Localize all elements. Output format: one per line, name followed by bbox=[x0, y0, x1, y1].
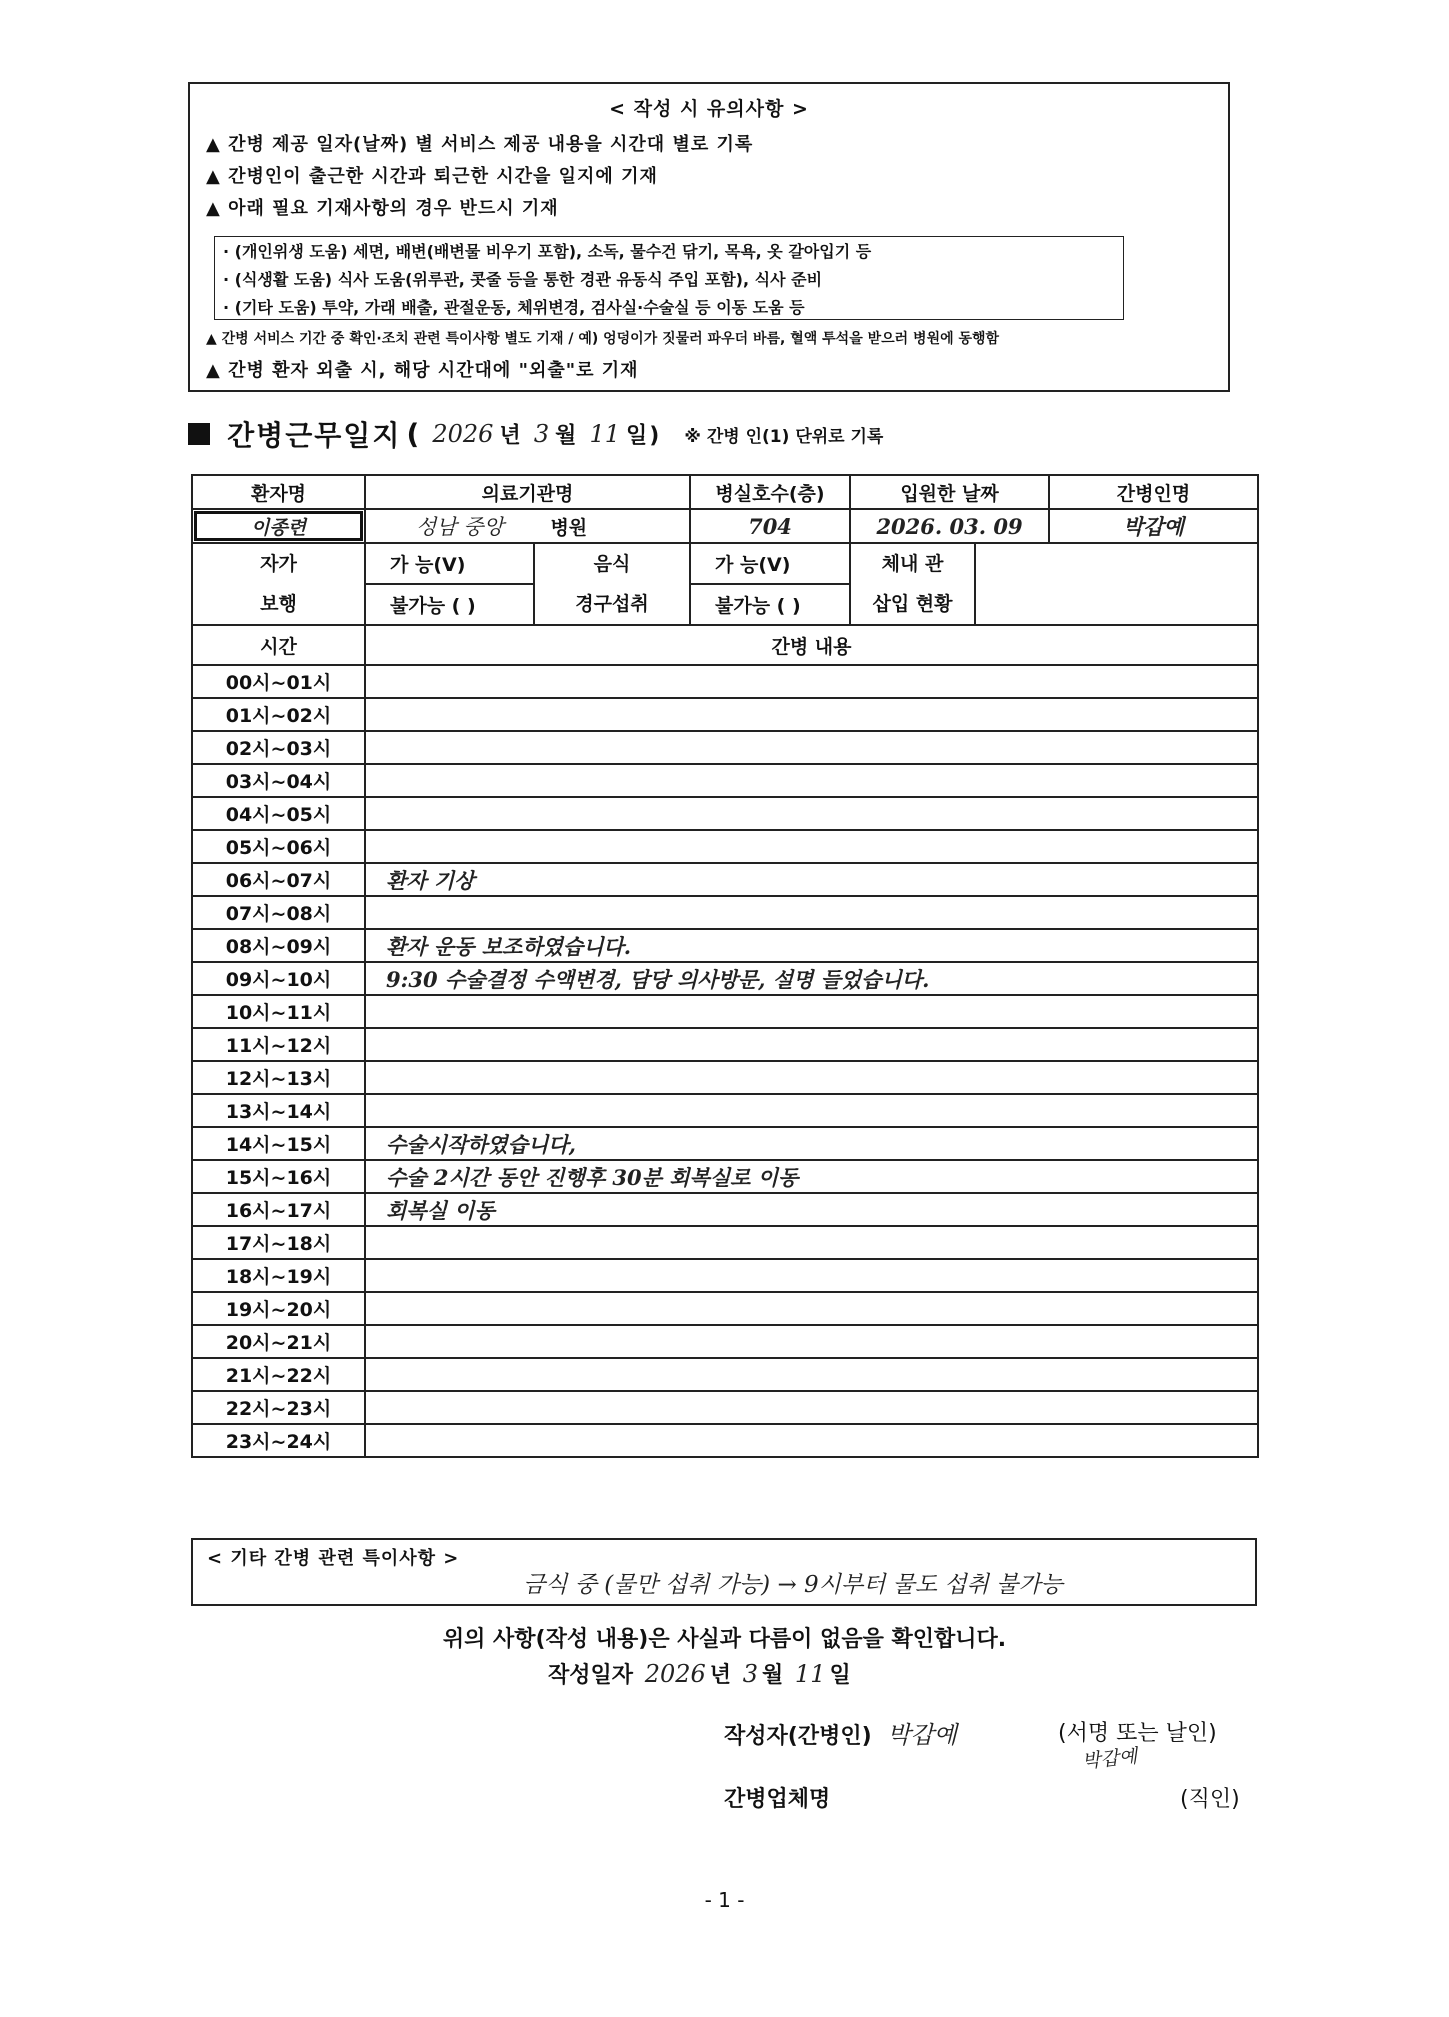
confirmation-text: 위의 사항(작성 내용)은 사실과 다름이 없음을 확인합니다. bbox=[442, 1627, 1007, 1652]
notice-line: ▲ 간병인이 출근한 시간과 퇴근한 시간을 일지에 기재 bbox=[206, 166, 658, 187]
write-date-month-unit: 월 bbox=[761, 1663, 784, 1688]
time-slot: 03시~04시 bbox=[192, 764, 365, 797]
care-content: 수술 2시간 동안 진행후 30분 회복실로 이동 bbox=[365, 1160, 1258, 1193]
table-row bbox=[192, 896, 1258, 929]
special-notes-text: 금식 중 (물만 섭취 가능) → 9시부터 물도 섭취 불가능 bbox=[523, 1572, 1063, 1598]
write-date-month: 3 bbox=[742, 1660, 758, 1688]
patient-name: 이종련 bbox=[192, 509, 365, 543]
table-row bbox=[192, 1292, 1258, 1325]
care-log-table bbox=[191, 474, 1259, 1458]
care-content bbox=[365, 764, 1258, 797]
black-square-icon bbox=[188, 423, 210, 445]
title-day-unit: 일) bbox=[626, 423, 662, 449]
title-year: 2026 bbox=[432, 420, 494, 448]
notice-box bbox=[188, 82, 1230, 392]
notice-line: ▲ 간병 환자 외출 시, 해당 시간대에 "외출"로 기재 bbox=[206, 360, 639, 381]
care-content bbox=[365, 1358, 1258, 1391]
food-label-2: 경구섭취 bbox=[575, 593, 649, 615]
walk-label-2: 보행 bbox=[260, 593, 297, 615]
table-row bbox=[192, 1127, 1258, 1160]
table-row bbox=[192, 1226, 1258, 1259]
care-content bbox=[365, 995, 1258, 1028]
notice-title: < 작성 시 유의사항 > bbox=[609, 98, 809, 120]
title-day: 11 bbox=[589, 420, 620, 448]
table-row bbox=[192, 1094, 1258, 1127]
care-content bbox=[365, 1424, 1258, 1457]
table-row bbox=[192, 962, 1258, 995]
care-content bbox=[365, 1325, 1258, 1358]
table-row bbox=[192, 1193, 1258, 1226]
time-slot: 18시~19시 bbox=[192, 1259, 365, 1292]
title-note: ※ 간병 인(1) 단위로 기록 bbox=[684, 426, 884, 447]
time-slot: 12시~13시 bbox=[192, 1061, 365, 1094]
time-slot: 10시~11시 bbox=[192, 995, 365, 1028]
care-content bbox=[365, 896, 1258, 929]
title-paren: ( bbox=[406, 417, 422, 451]
care-content bbox=[365, 665, 1258, 698]
write-date bbox=[548, 1658, 851, 1689]
tube-status-empty bbox=[975, 543, 1258, 625]
write-date-day-unit: 일 bbox=[829, 1663, 851, 1688]
notice-line: ▲ 간병 제공 일자(날짜) 별 서비스 제공 내용을 시간대 별로 기록 bbox=[206, 134, 754, 155]
title-month-unit: 월 bbox=[555, 423, 579, 449]
care-content bbox=[365, 731, 1258, 764]
time-slot: 09시~10시 bbox=[192, 962, 365, 995]
tube-label-2: 삽입 현황 bbox=[872, 593, 953, 615]
care-content bbox=[365, 1226, 1258, 1259]
care-content: 9:30 수술결정 수액변경, 담당 의사방문, 설명 들었습니다. bbox=[365, 962, 1258, 995]
tube-label bbox=[850, 543, 975, 625]
care-content bbox=[365, 1061, 1258, 1094]
table-row bbox=[192, 698, 1258, 731]
walk-impossible: 불가능 ( ) bbox=[365, 584, 534, 625]
table-row bbox=[192, 731, 1258, 764]
time-slot: 06시~07시 bbox=[192, 863, 365, 896]
company-label: 간병업체명 bbox=[724, 1787, 831, 1812]
table-row bbox=[192, 863, 1258, 896]
time-slot: 23시~24시 bbox=[192, 1424, 365, 1457]
table-row bbox=[192, 1325, 1258, 1358]
room-number: 704 bbox=[690, 509, 850, 543]
food-label-1: 음식 bbox=[593, 553, 631, 575]
time-slot: 01시~02시 bbox=[192, 698, 365, 731]
time-slot: 20시~21시 bbox=[192, 1325, 365, 1358]
writer-label: 작성자(간병인) bbox=[724, 1724, 872, 1749]
care-content bbox=[365, 698, 1258, 731]
special-notes-box bbox=[191, 1538, 1257, 1606]
write-date-label: 작성일자 bbox=[548, 1663, 634, 1688]
notice-inner-line: · (개인위생 도움) 세면, 배변(배변물 비우기 포함), 소독, 물수건 닦기, 목욕, 옷 갈아입기 등 bbox=[223, 242, 872, 261]
hospital-cell bbox=[365, 509, 690, 543]
table-row bbox=[192, 1391, 1258, 1424]
table-row bbox=[192, 665, 1258, 698]
notice-line: ▲ 아래 필요 기재사항의 경우 반드시 기재 bbox=[206, 198, 559, 219]
table-row bbox=[192, 929, 1258, 962]
hospital-label: 의료기관명 bbox=[365, 475, 690, 509]
section-title bbox=[188, 414, 883, 454]
title-year-unit: 년 bbox=[499, 423, 523, 449]
time-slot: 14시~15시 bbox=[192, 1127, 365, 1160]
care-content bbox=[365, 1391, 1258, 1424]
time-slot: 05시~06시 bbox=[192, 830, 365, 863]
table-row bbox=[192, 1160, 1258, 1193]
patient-label: 환자명 bbox=[192, 475, 365, 509]
hospital-name: 성남 중앙 bbox=[416, 515, 504, 539]
caregiver-label: 간병인명 bbox=[1049, 475, 1258, 509]
table-row bbox=[192, 1028, 1258, 1061]
writer-name: 박갑예 bbox=[887, 1721, 957, 1749]
table-row bbox=[192, 1259, 1258, 1292]
time-slot: 19시~20시 bbox=[192, 1292, 365, 1325]
care-content bbox=[365, 1094, 1258, 1127]
writer-line bbox=[724, 1715, 957, 1750]
title-month: 3 bbox=[533, 420, 550, 448]
notice-inner-line: · (식생활 도움) 식사 도움(위루관, 콧줄 등을 통한 경관 유동식 주입 포함), 식사 준비 bbox=[223, 270, 823, 289]
header-row bbox=[192, 475, 1258, 509]
tube-label-1: 체내 관 bbox=[881, 553, 944, 575]
time-slot: 07시~08시 bbox=[192, 896, 365, 929]
care-content: 환자 운동 보조하였습니다. bbox=[365, 929, 1258, 962]
table-row bbox=[192, 797, 1258, 830]
room-label: 병실호수(층) bbox=[690, 475, 850, 509]
sign-note: (서명 또는 날인) bbox=[1058, 1721, 1217, 1746]
write-date-year: 2026 bbox=[644, 1660, 706, 1688]
time-slot: 08시~09시 bbox=[192, 929, 365, 962]
walk-possible: 가 능(V) bbox=[365, 543, 534, 584]
time-slot: 15시~16시 bbox=[192, 1160, 365, 1193]
time-slot: 02시~03시 bbox=[192, 731, 365, 764]
time-header: 시간 bbox=[192, 625, 365, 665]
care-content bbox=[365, 1292, 1258, 1325]
status-row-1 bbox=[192, 543, 1258, 584]
special-notes-title: < 기타 간병 관련 특이사항 > bbox=[207, 1548, 460, 1569]
care-content: 수술시작하였습니다, bbox=[365, 1127, 1258, 1160]
walk-label bbox=[192, 543, 365, 625]
time-slot: 17시~18시 bbox=[192, 1226, 365, 1259]
walk-label-1: 자가 bbox=[260, 553, 297, 575]
page-number: - 1 - bbox=[704, 1888, 745, 1912]
food-possible: 가 능(V) bbox=[690, 543, 850, 584]
seal-note: (직인) bbox=[1180, 1787, 1240, 1812]
content-header: 간병 내용 bbox=[365, 625, 1258, 665]
care-content bbox=[365, 1028, 1258, 1061]
time-slot: 16시~17시 bbox=[192, 1193, 365, 1226]
hospital-suffix: 병원 bbox=[550, 517, 588, 539]
notice-line: ▲ 간병 서비스 기간 중 확인·조치 관련 특이사항 별도 기재 / 예) 엉덩이가 짓물러 파우더 바름, 혈액 투석을 받으러 병원에 동행함 bbox=[206, 331, 1000, 347]
time-slot: 22시~23시 bbox=[192, 1391, 365, 1424]
care-content bbox=[365, 1259, 1258, 1292]
value-row bbox=[192, 509, 1258, 543]
page-title: 간병근무일지 bbox=[227, 419, 402, 452]
food-label bbox=[534, 543, 690, 625]
write-date-day: 11 bbox=[794, 1660, 826, 1688]
table-row bbox=[192, 1061, 1258, 1094]
admit-date-label: 입원한 날짜 bbox=[850, 475, 1049, 509]
care-content bbox=[365, 830, 1258, 863]
table-row bbox=[192, 1424, 1258, 1457]
care-content: 환자 기상 bbox=[365, 863, 1258, 896]
admit-date: 2026. 03. 09 bbox=[850, 509, 1049, 543]
time-slot: 04시~05시 bbox=[192, 797, 365, 830]
time-slot: 21시~22시 bbox=[192, 1358, 365, 1391]
table-row bbox=[192, 1358, 1258, 1391]
table-row bbox=[192, 830, 1258, 863]
signature: 박갑예 bbox=[1081, 1745, 1139, 1773]
notice-inner-box bbox=[214, 236, 1124, 320]
time-slot: 00시~01시 bbox=[192, 665, 365, 698]
time-slot: 11시~12시 bbox=[192, 1028, 365, 1061]
log-header-row bbox=[192, 625, 1258, 665]
food-impossible: 불가능 ( ) bbox=[690, 584, 850, 625]
time-slot: 13시~14시 bbox=[192, 1094, 365, 1127]
table-row bbox=[192, 764, 1258, 797]
table-row bbox=[192, 995, 1258, 1028]
notice-inner-line: · (기타 도움) 투약, 가래 배출, 관절운동, 체위변경, 검사실·수술실 등 이동 도움 등 bbox=[223, 298, 805, 317]
write-date-year-unit: 년 bbox=[709, 1663, 732, 1688]
caregiver-name: 박갑예 bbox=[1049, 509, 1258, 543]
care-content bbox=[365, 797, 1258, 830]
care-content: 회복실 이동 bbox=[365, 1193, 1258, 1226]
